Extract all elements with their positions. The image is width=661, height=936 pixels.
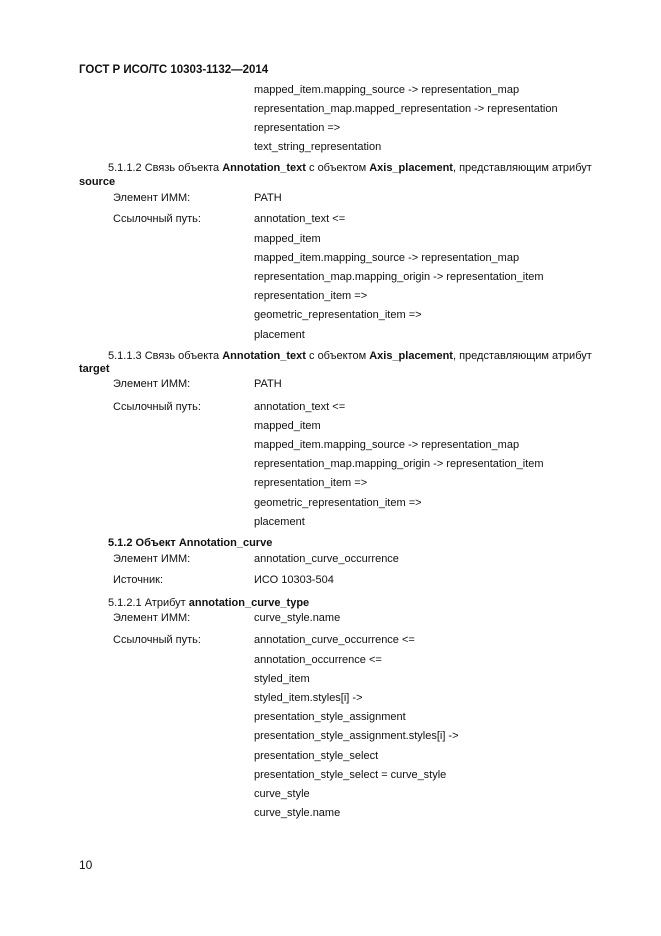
imm-label: Элемент ИММ: (113, 612, 191, 624)
path-line: representation_item => (254, 290, 368, 302)
path-line: mapped_item.mapping_source -> representation_map (254, 252, 520, 264)
path-line: presentation_style_select (254, 750, 379, 762)
page-number: 10 (79, 858, 93, 872)
source-value: ИСО 10303-504 (254, 574, 334, 586)
heading-text: , представляющим атрибут (452, 162, 592, 174)
path-line: mapped_item (254, 233, 321, 245)
path-line: mapped_item (254, 420, 321, 432)
path-line: styled_item (254, 673, 310, 685)
section-number: 5.1.1.2 (108, 162, 142, 174)
path-line: representation_map.mapping_origin -> representation_item (254, 271, 544, 283)
path-line: representation_map.mapping_origin -> representation_item (254, 458, 544, 470)
path-line: representation_item => (254, 477, 368, 489)
path-line: placement (254, 516, 305, 528)
object-name: Axis_placement (369, 162, 453, 174)
path-line: styled_item.styles[i] -> (254, 692, 363, 704)
heading-text: 5.1.2.1 Атрибут (108, 597, 189, 609)
document-header: ГОСТ Р ИСО/ТС 10303-1132—2014 (79, 64, 269, 76)
heading-text: Связь объекта (141, 162, 223, 174)
imm-label: Элемент ИММ: (113, 192, 191, 204)
path-line: presentation_style_assignment (254, 711, 406, 723)
path-line: geometric_representation_item => (254, 309, 422, 321)
section-512-heading: 5.1.2 Объект Annotation_curve (108, 537, 273, 549)
path-line: geometric_representation_item => (254, 497, 422, 509)
path-line: mapped_item.mapping_source -> representation_map (254, 439, 520, 451)
object-name: Annotation_text (222, 162, 306, 174)
path-line: annotation_text <= (254, 213, 346, 225)
heading-text: Связь объекта (141, 350, 223, 362)
section-5121-heading (108, 597, 309, 609)
imm-value: PATH (254, 378, 282, 390)
attribute-name: annotation_curve_type (188, 597, 310, 609)
source-label: Источник: (113, 574, 164, 586)
heading-text: , представляющим атрибут (452, 350, 592, 362)
path-line: presentation_style_assignment.styles[i] -> (254, 730, 459, 742)
path-line: annotation_text <= (254, 401, 346, 413)
heading-text: с объектом (305, 162, 370, 174)
path-line: representation => (254, 122, 341, 134)
path-line: presentation_style_select = curve_style (254, 769, 447, 781)
imm-label: Элемент ИММ: (113, 553, 191, 565)
path-line: mapped_item.mapping_source -> representation_map (254, 84, 520, 96)
imm-value: PATH (254, 192, 282, 204)
ref-path-label: Ссылочный путь: (113, 634, 201, 646)
ref-path-label: Ссылочный путь: (113, 213, 201, 225)
path-line: curve_style (254, 788, 310, 800)
section-5113-heading (108, 350, 592, 362)
path-line: annotation_curve_occurrence <= (254, 634, 415, 646)
ref-path-label: Ссылочный путь: (113, 401, 201, 413)
heading-text: с объектом (305, 350, 370, 362)
object-name: Axis_placement (369, 350, 453, 362)
imm-label: Элемент ИММ: (113, 378, 191, 390)
object-name: Annotation_text (222, 350, 306, 362)
imm-value: annotation_curve_occurrence (254, 553, 399, 565)
path-line: annotation_occurrence <= (254, 654, 382, 666)
attribute-name: source (79, 176, 116, 188)
attribute-name: target (79, 363, 110, 375)
section-5112-heading (108, 162, 592, 174)
imm-value: curve_style.name (254, 612, 341, 624)
path-line: placement (254, 329, 305, 341)
path-line: text_string_representation (254, 141, 382, 153)
path-line: curve_style.name (254, 807, 341, 819)
path-line: representation_map.mapped_representation -> representation (254, 103, 558, 115)
section-number: 5.1.1.3 (108, 350, 142, 362)
